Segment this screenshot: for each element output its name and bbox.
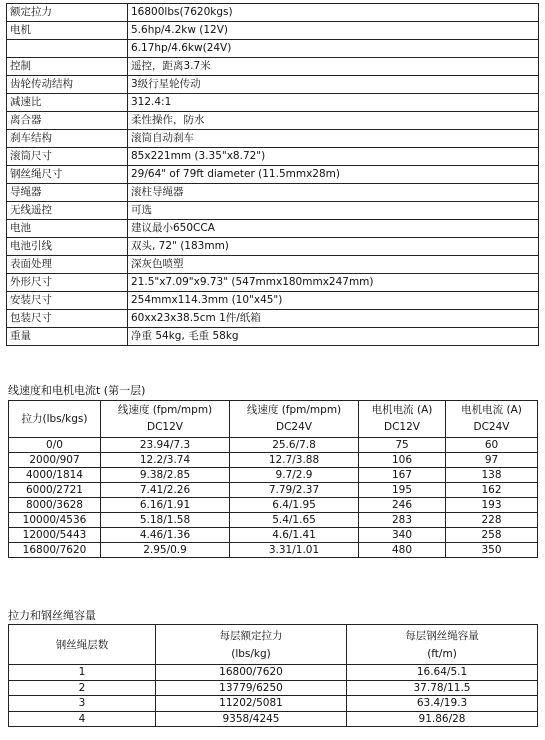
capacity-cell: 2 <box>9 680 156 696</box>
speed-table-title: 线速度和电机电流t (第一层) <box>8 384 146 397</box>
table-row <box>9 483 538 498</box>
speed-cell: 228 <box>446 513 538 528</box>
capacity-header-row <box>9 625 538 665</box>
spec-row <box>7 40 539 58</box>
speed-cell: 167 <box>359 468 446 483</box>
spec-value: 6.17hp/4.6kw(24V) <box>128 40 539 58</box>
spec-row <box>7 166 539 184</box>
speed-cell: 60 <box>446 438 538 453</box>
spec-row <box>7 310 539 328</box>
speed-header-cell-line: DC12V <box>384 421 420 433</box>
table-row <box>9 665 538 681</box>
speed-cell: 6000/2721 <box>9 483 101 498</box>
spec-value: 3级行星轮传动 <box>128 76 539 94</box>
spec-label: 滚筒尺寸 <box>7 148 128 166</box>
speed-cell: 0/0 <box>9 438 101 453</box>
spec-value: 29/64" of 79ft diameter (11.5mmx28m) <box>128 166 539 184</box>
spec-row <box>7 292 539 310</box>
spec-row <box>7 148 539 166</box>
speed-cell: 8000/3628 <box>9 498 101 513</box>
spec-label: 包装尺寸 <box>7 310 128 328</box>
speed-cell: 7.79/2.37 <box>230 483 359 498</box>
speed-cell: 5.18/1.58 <box>101 513 230 528</box>
capacity-cell: 91.86/28 <box>347 711 538 727</box>
speed-cell: 195 <box>359 483 446 498</box>
spec-label: 电池 <box>7 220 128 238</box>
spec-value: 85x221mm (3.35"x8.72") <box>128 148 539 166</box>
speed-cell: 2000/907 <box>9 453 101 468</box>
speed-header-cell-line: DC12V <box>147 421 183 433</box>
speed-cell: 283 <box>359 513 446 528</box>
spec-table <box>6 3 539 346</box>
spec-label: 齿轮传动结构 <box>7 76 128 94</box>
speed-cell: 246 <box>359 498 446 513</box>
speed-cell: 75 <box>359 438 446 453</box>
speed-cell: 16800/7620 <box>9 543 101 558</box>
spec-row <box>7 76 539 94</box>
capacity-cell: 11202/5081 <box>156 696 347 712</box>
speed-cell: 6.4/1.95 <box>230 498 359 513</box>
capacity-cell: 3 <box>9 696 156 712</box>
spec-value: 60xx23x38.5cm 1件/纸箱 <box>128 310 539 328</box>
table-row <box>9 498 538 513</box>
speed-cell: 4.46/1.36 <box>101 528 230 543</box>
spec-row <box>7 112 539 130</box>
capacity-table-title: 拉力和钢丝绳容量 <box>8 609 96 622</box>
spec-row <box>7 58 539 76</box>
capacity-cell: 1 <box>9 665 156 681</box>
capacity-cell: 16800/7620 <box>156 665 347 681</box>
speed-cell: 3.31/1.01 <box>230 543 359 558</box>
speed-cell: 258 <box>446 528 538 543</box>
spec-label: 无线遥控 <box>7 202 128 220</box>
table-row <box>9 543 538 558</box>
spec-label: 安装尺寸 <box>7 292 128 310</box>
speed-cell: 9.38/2.85 <box>101 468 230 483</box>
speed-cell: 350 <box>446 543 538 558</box>
speed-header-cell <box>101 401 230 438</box>
spec-label: 电机 <box>7 22 128 40</box>
capacity-header-cell-line: (lbs/kg) <box>231 647 271 660</box>
capacity-cell: 13779/6250 <box>156 680 347 696</box>
speed-header-cell-line: 线速度 (fpm/mpm) <box>117 404 213 416</box>
spec-value: 双头, 72" (183mm) <box>128 238 539 256</box>
table-row <box>9 711 538 727</box>
speed-table-body <box>9 401 538 558</box>
spec-value: 深灰色喷塑 <box>128 256 539 274</box>
spec-row <box>7 22 539 40</box>
spec-label: 离合器 <box>7 112 128 130</box>
spec-label: 外形尺寸 <box>7 274 128 292</box>
spec-row <box>7 202 539 220</box>
spec-value: 滚筒自动刹车 <box>128 130 539 148</box>
spec-value: 254mmx114.3mm (10"x45") <box>128 292 539 310</box>
speed-header-cell-line: DC24V <box>276 421 312 433</box>
capacity-header-cell-line: 钢丝绳层数 <box>55 638 109 651</box>
speed-cell: 7.41/2.26 <box>101 483 230 498</box>
capacity-cell: 63.4/19.3 <box>347 696 538 712</box>
spec-value: 建议最小650CCA <box>128 220 539 238</box>
spec-value: 可选 <box>128 202 539 220</box>
capacity-table <box>8 624 538 727</box>
speed-cell: 25.6/7.8 <box>230 438 359 453</box>
spec-row <box>7 274 539 292</box>
spec-row <box>7 184 539 202</box>
capacity-header-cell-line: (ft/m) <box>427 647 457 660</box>
speed-header-row <box>9 401 538 438</box>
speed-cell: 162 <box>446 483 538 498</box>
speed-cell: 12.2/3.74 <box>101 453 230 468</box>
capacity-table-body <box>9 625 538 727</box>
table-row <box>9 468 538 483</box>
spec-label: 刹车结构 <box>7 130 128 148</box>
speed-cell: 138 <box>446 468 538 483</box>
speed-cell: 97 <box>446 453 538 468</box>
speed-header-cell-line: 线速度 (fpm/mpm) <box>246 404 342 416</box>
speed-header-cell <box>359 401 446 438</box>
spec-value: 净重 54kg, 毛重 58kg <box>128 328 539 346</box>
spec-value: 柔性操作，防水 <box>128 112 539 130</box>
table-row <box>9 680 538 696</box>
speed-cell: 4000/1814 <box>9 468 101 483</box>
spec-row <box>7 94 539 112</box>
spec-label: 额定拉力 <box>7 4 128 22</box>
spec-row <box>7 220 539 238</box>
speed-cell: 340 <box>359 528 446 543</box>
table-row <box>9 453 538 468</box>
speed-cell: 4.6/1.41 <box>230 528 359 543</box>
speed-current-table <box>8 400 538 558</box>
capacity-header-cell <box>156 625 347 665</box>
speed-cell: 106 <box>359 453 446 468</box>
spec-value: 312.4:1 <box>128 94 539 112</box>
spec-row <box>7 4 539 22</box>
spec-row <box>7 328 539 346</box>
capacity-cell: 37.78/11.5 <box>347 680 538 696</box>
table-row <box>9 438 538 453</box>
speed-header-cell-line: DC24V <box>473 421 510 433</box>
speed-cell: 193 <box>446 498 538 513</box>
capacity-cell: 16.64/5.1 <box>347 665 538 681</box>
capacity-header-cell-line: 每层额定拉力 <box>219 629 283 642</box>
speed-cell: 12.7/3.88 <box>230 453 359 468</box>
capacity-header-cell <box>9 625 156 665</box>
speed-header-cell <box>230 401 359 438</box>
spec-value: 滚柱导绳器 <box>128 184 539 202</box>
speed-header-cell-line: 拉力(lbs/kgs) <box>21 412 88 425</box>
speed-cell: 9.7/2.9 <box>230 468 359 483</box>
spec-label: 表面处理 <box>7 256 128 274</box>
speed-cell: 5.4/1.65 <box>230 513 359 528</box>
speed-cell: 12000/5443 <box>9 528 101 543</box>
spec-value: 21.5"x7.09"x9.73" (547mmx180mmx247mm) <box>128 274 539 292</box>
spec-value: 遥控，距离3.7米 <box>128 58 539 76</box>
table-row <box>9 513 538 528</box>
spec-row <box>7 256 539 274</box>
spec-value: 5.6hp/4.2kw (12V) <box>128 22 539 40</box>
capacity-header-cell-line: 每层钢丝绳容量 <box>405 629 479 642</box>
spec-value: 16800lbs(7620kgs) <box>128 4 539 22</box>
speed-header-cell <box>9 401 101 438</box>
speed-header-cell-line: 电机电流 (A) <box>461 404 522 416</box>
capacity-header-cell <box>347 625 538 665</box>
spec-label: 控制 <box>7 58 128 76</box>
speed-cell: 10000/4536 <box>9 513 101 528</box>
spec-label: 重量 <box>7 328 128 346</box>
spec-label: 电池引线 <box>7 238 128 256</box>
capacity-cell: 4 <box>9 711 156 727</box>
speed-cell: 6.16/1.91 <box>101 498 230 513</box>
spec-label: 钢丝绳尺寸 <box>7 166 128 184</box>
speed-header-cell-line: 电机电流 (A) <box>371 404 433 416</box>
speed-cell: 23.94/7.3 <box>101 438 230 453</box>
spec-table-body <box>7 4 539 346</box>
table-row <box>9 696 538 712</box>
spec-row <box>7 238 539 256</box>
spec-row <box>7 130 539 148</box>
spec-label: 减速比 <box>7 94 128 112</box>
spec-label <box>7 40 128 58</box>
speed-cell: 2.95/0.9 <box>101 543 230 558</box>
capacity-cell: 9358/4245 <box>156 711 347 727</box>
table-row <box>9 528 538 543</box>
speed-header-cell <box>446 401 538 438</box>
speed-cell: 480 <box>359 543 446 558</box>
spec-label: 导绳器 <box>7 184 128 202</box>
